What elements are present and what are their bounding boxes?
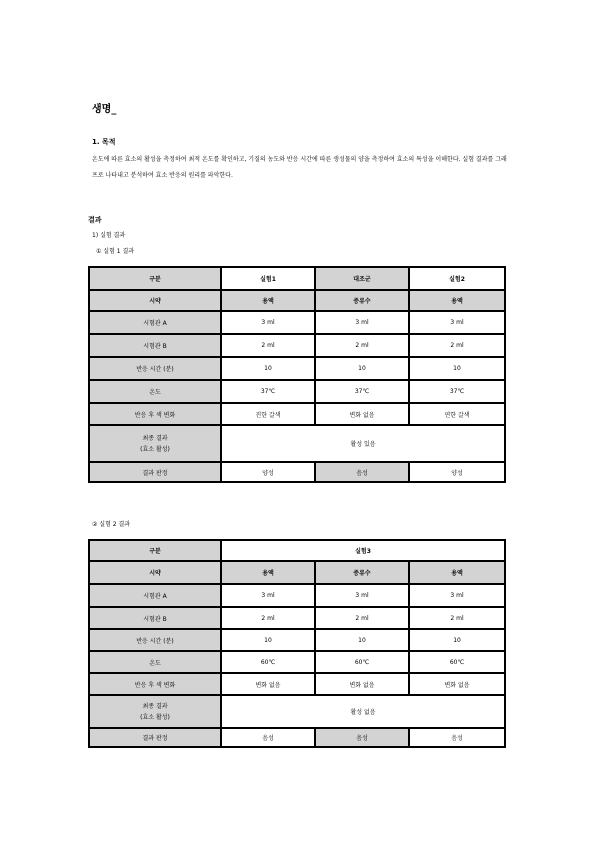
- table-cell: 결과 판정: [89, 462, 221, 482]
- table-cell: 반응 시간 (분): [89, 629, 221, 651]
- table-cell: 대조군: [315, 267, 409, 290]
- table-cell: 시약: [89, 561, 221, 584]
- table-cell: 활성 없음: [221, 695, 505, 728]
- merged-label-line2: (효소 활성): [140, 713, 170, 721]
- table-cell: 10: [221, 357, 315, 380]
- table-row: [89, 357, 505, 380]
- table-cell: 2 ml: [315, 334, 409, 357]
- table-cell: [89, 425, 221, 462]
- table-row: [89, 462, 505, 482]
- table-cell: 반응 후 색 변화: [89, 403, 221, 425]
- table-cell: 증류수: [315, 290, 409, 311]
- table-cell: 활성 있음: [221, 425, 505, 462]
- table-row: [89, 403, 505, 425]
- table-cell: 반응 후 색 변화: [89, 673, 221, 695]
- table-cell: 구분: [89, 540, 221, 561]
- table-cell: 결과 판정: [89, 728, 221, 747]
- table-row: [89, 540, 505, 561]
- table-row: [89, 607, 505, 629]
- table-cell: 구분: [89, 267, 221, 290]
- table-cell: 10: [409, 357, 505, 380]
- table-cell: 변화 없음: [315, 673, 409, 695]
- table-cell: 시험관 A: [89, 311, 221, 334]
- table-cell: 연한 갈색: [409, 403, 505, 425]
- table-cell: 10: [221, 629, 315, 651]
- table-cell: 3 ml: [315, 311, 409, 334]
- table1-caption: ① 실험 1 결과: [96, 248, 135, 255]
- table-cell: 10: [315, 357, 409, 380]
- table-row: [89, 629, 505, 651]
- table-cell: 60℃: [409, 651, 505, 673]
- table-row: [89, 695, 505, 728]
- table-cell: 시험관 A: [89, 584, 221, 607]
- merged-label-line1: 최종 결과: [142, 434, 168, 442]
- table-cell: 반응 시간 (분): [89, 357, 221, 380]
- purpose-paragraph: 온도에 따른 효소의 활성을 측정하여 최적 온도를 확인하고, 기질의 농도와 반응 시간에 따른 생성물의 양을 측정하여 효소의 특성을 이해한다. 실험 결과를 그래프로 나타내고 분석하여 효소 반응의 원리를 파악한다.: [92, 156, 507, 179]
- table2-caption: ② 실험 2 결과: [92, 521, 131, 528]
- table-cell: 용액: [409, 561, 505, 584]
- table-row: [89, 584, 505, 607]
- merged-label-line1: 최종 결과: [142, 702, 168, 710]
- table-cell: 음성: [409, 728, 505, 747]
- table-cell: 진한 갈색: [221, 403, 315, 425]
- table-row: [89, 728, 505, 747]
- results-table-1: [88, 266, 506, 483]
- document-title: 생명_: [92, 104, 117, 115]
- table-cell: 변화 없음: [409, 673, 505, 695]
- table-cell: 10: [315, 629, 409, 651]
- table-cell: 변화 없음: [221, 673, 315, 695]
- results-heading: 결과: [88, 216, 102, 224]
- table-cell: 실험3: [221, 540, 505, 561]
- merged-label-line2: (효소 활성): [140, 445, 170, 453]
- table-cell: 양성: [221, 462, 315, 482]
- table-cell: 10: [409, 629, 505, 651]
- table-cell: 2 ml: [315, 607, 409, 629]
- purpose-heading: 1. 목적: [92, 138, 116, 146]
- table-row: [89, 673, 505, 695]
- table-cell: 용액: [221, 561, 315, 584]
- table-cell: 용액: [409, 290, 505, 311]
- table-row: [89, 651, 505, 673]
- table-cell: 2 ml: [409, 334, 505, 357]
- table-row: [89, 311, 505, 334]
- table-row: [89, 267, 505, 290]
- table-cell: 3 ml: [221, 584, 315, 607]
- table-cell: 양성: [409, 462, 505, 482]
- table-cell: 시험관 B: [89, 334, 221, 357]
- table-row: [89, 334, 505, 357]
- table-cell: 3 ml: [315, 584, 409, 607]
- results-table-2: [88, 539, 506, 748]
- table-cell: 시약: [89, 290, 221, 311]
- table-cell: 실험2: [409, 267, 505, 290]
- table-cell: 온도: [89, 380, 221, 403]
- table-cell: 증류수: [315, 561, 409, 584]
- table-cell: 3 ml: [409, 311, 505, 334]
- table-cell: 37℃: [221, 380, 315, 403]
- table-cell: 실험1: [221, 267, 315, 290]
- table-cell: 음성: [221, 728, 315, 747]
- table-cell: [89, 695, 221, 728]
- table-cell: 2 ml: [221, 334, 315, 357]
- table-cell: 시험관 B: [89, 607, 221, 629]
- table-row: [89, 380, 505, 403]
- table-row: [89, 561, 505, 584]
- table-cell: 3 ml: [221, 311, 315, 334]
- table-cell: 60℃: [221, 651, 315, 673]
- table-cell: 2 ml: [221, 607, 315, 629]
- table-cell: 음성: [315, 728, 409, 747]
- table-cell: 온도: [89, 651, 221, 673]
- table-cell: 2 ml: [409, 607, 505, 629]
- table-cell: 3 ml: [409, 584, 505, 607]
- table-cell: 60℃: [315, 651, 409, 673]
- results-subheading: 1) 실험 결과: [92, 232, 126, 239]
- table-cell: 37℃: [315, 380, 409, 403]
- table-cell: 37℃: [409, 380, 505, 403]
- table-cell: 변화 없음: [315, 403, 409, 425]
- table-row: [89, 425, 505, 462]
- table-cell: 용액: [221, 290, 315, 311]
- table-cell: 음성: [315, 462, 409, 482]
- table-row: [89, 290, 505, 311]
